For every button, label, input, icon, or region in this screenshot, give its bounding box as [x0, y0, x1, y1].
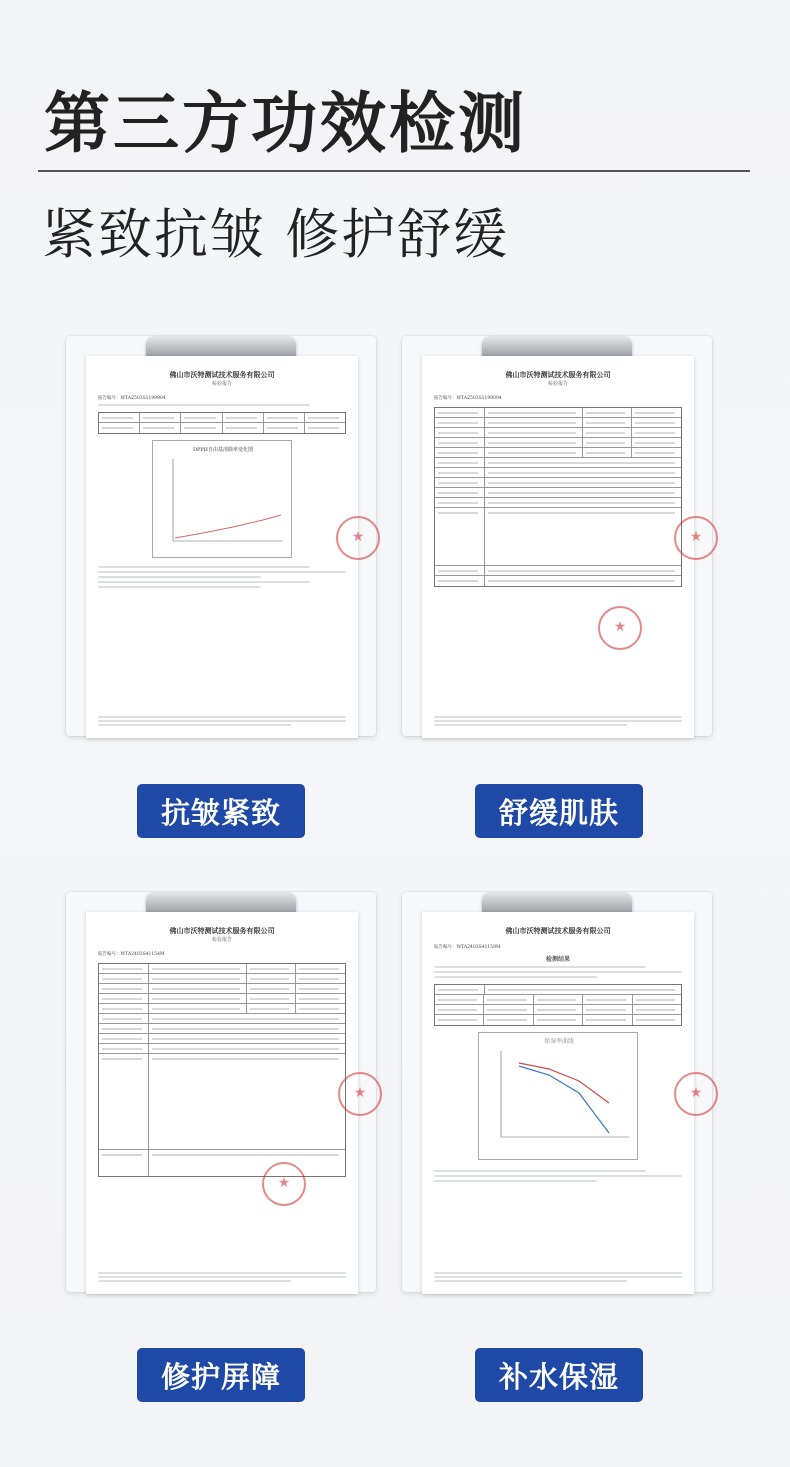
report-number: 报告编号：WTA2403S41159M	[434, 945, 501, 950]
page-title: 第三方功效检测	[44, 85, 527, 162]
badge-moisturizing: 补水保湿	[475, 1348, 643, 1402]
report-number: 报告编号：WTA2403S41154M	[98, 952, 165, 957]
chart-series-line	[519, 1066, 609, 1133]
report-heading: 检验报告	[547, 381, 568, 387]
chart-title: DPPH自由基清除率变化图	[192, 447, 254, 453]
seal-stamp	[338, 1072, 382, 1116]
seal-stamp	[262, 1162, 306, 1206]
report-card-3	[66, 892, 376, 1392]
report-chart-svg	[479, 1033, 639, 1161]
report-document	[422, 912, 694, 1294]
report-document	[86, 912, 358, 1294]
report-document	[422, 356, 694, 738]
report-chart	[478, 1032, 638, 1160]
report-heading: 检验报告	[211, 381, 232, 387]
title-divider	[38, 170, 750, 172]
report-table	[98, 963, 346, 1177]
seal-stamp	[674, 1072, 718, 1116]
report-card-4	[402, 892, 712, 1392]
report-table	[98, 412, 346, 434]
report-heading: 检验报告	[211, 937, 232, 943]
report-card-2	[402, 336, 712, 836]
report-table	[434, 407, 682, 587]
chart-series-line	[175, 515, 281, 538]
report-company: 佛山市沃特测试技术服务有限公司	[169, 370, 275, 379]
report-card-1	[66, 336, 376, 836]
badge-barrier-repair: 修护屏障	[137, 1348, 305, 1402]
report-document	[86, 356, 358, 738]
chart-title: 保湿率曲线	[543, 1038, 575, 1045]
seal-stamp	[336, 516, 380, 560]
report-chart-svg	[153, 441, 293, 559]
report-heading: 检测结果	[545, 956, 570, 963]
seal-stamp	[598, 606, 642, 650]
report-company: 佛山市沃特测试技术服务有限公司	[169, 926, 275, 935]
badge-anti-wrinkle: 抗皱紧致	[137, 784, 305, 838]
report-company: 佛山市沃特测试技术服务有限公司	[505, 370, 611, 379]
chart-series-line	[519, 1063, 609, 1103]
report-number: 报告编号：WTA2503S1199094	[434, 396, 502, 401]
report-chart	[152, 440, 292, 558]
report-company: 佛山市沃特测试技术服务有限公司	[505, 926, 611, 935]
page-subtitle: 紧致抗皱 修护舒缓	[42, 203, 510, 266]
seal-stamp	[674, 516, 718, 560]
report-table	[434, 984, 682, 1026]
badge-soothing: 舒缓肌肤	[475, 784, 643, 838]
report-number: 报告编号：WTA2503S1199904	[98, 396, 166, 401]
